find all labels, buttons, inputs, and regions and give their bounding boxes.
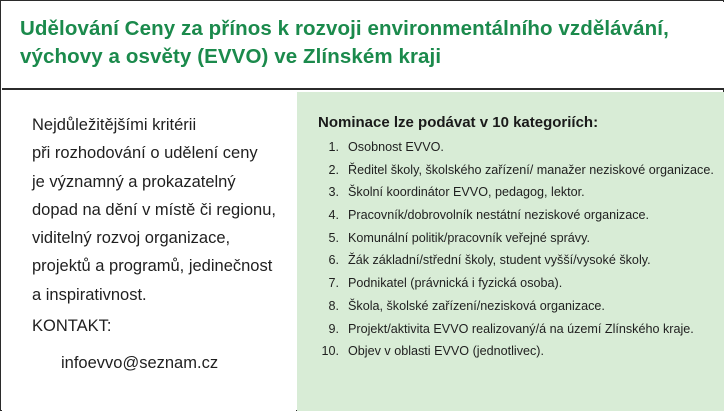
list-item	[315, 229, 720, 248]
item-number: 4.	[328, 208, 339, 223]
item-number: 9.	[328, 321, 339, 336]
item-number: 3.	[328, 185, 339, 200]
item-number: 10.	[321, 344, 339, 359]
list-item	[315, 138, 720, 157]
criteria-line: Nejdůležitějšími kritérii	[32, 116, 197, 134]
item-number: 6.	[328, 253, 339, 268]
item-text: Ředitel školy, školského zařízení/ manažer neziskové organizace.	[348, 162, 714, 177]
item-number: 2.	[328, 162, 339, 177]
list-item	[315, 274, 720, 293]
list-item	[315, 206, 720, 225]
nominations-list	[315, 138, 720, 365]
item-text: Komunální politik/pracovník veřejné správy.	[348, 230, 590, 245]
item-number: 7.	[328, 276, 339, 291]
header	[2, 2, 724, 90]
contact-email-link[interactable]: infoevvo@seznam.cz	[61, 354, 219, 372]
criteria-line: a inspirativnost.	[32, 285, 147, 304]
item-text: Objev v oblasti EVVO (jednotlivec).	[348, 344, 544, 359]
item-number: 1.	[328, 140, 339, 154]
item-text: Podnikatel (právnická i fyzická osoba).	[348, 276, 563, 291]
criteria-text	[32, 111, 292, 309]
item-text: Pracovník/dobrovolník nestátní neziskové organizace.	[348, 208, 650, 223]
criteria-line: při rozhodování o udělení ceny	[32, 144, 258, 163]
title-line-2: výchovy a osvěty (EVVO) ve Zlínském kraji	[20, 45, 442, 68]
title-line-1: Udělování Ceny za přínos k rozvoji environmentálního vzdělávání,	[20, 17, 669, 40]
item-number: 8.	[328, 298, 339, 313]
item-number: 5.	[328, 230, 339, 245]
item-text: Škola, školské zařízení/nezisková organizace.	[348, 298, 605, 313]
criteria-panel	[2, 92, 296, 411]
item-text: Školní koordinátor EVVO, pedagog, lektor.	[348, 185, 585, 200]
item-text: Osobnost EVVO.	[348, 140, 444, 154]
nominations-panel	[297, 92, 724, 411]
list-item	[315, 183, 720, 202]
item-text: Projekt/aktivita EVVO realizovaný/á na území Zlínského kraje.	[348, 321, 694, 336]
contact-label: KONTAKT:	[32, 317, 112, 335]
criteria-line: projektů a programů, jedinečnost	[32, 257, 273, 276]
nominations-title: Nominace lze podávat v 10 kategoriích:	[318, 114, 599, 131]
page-title	[20, 15, 710, 71]
list-item	[315, 320, 720, 339]
list-item	[315, 297, 720, 316]
list-item	[315, 251, 720, 270]
criteria-line: je významný a prokazatelný	[32, 172, 236, 191]
list-item	[315, 161, 720, 180]
list-item	[315, 342, 720, 361]
criteria-line: dopad na dění v místě či regionu,	[32, 200, 276, 219]
criteria-line: viditelný rozvoj organizace,	[32, 229, 231, 248]
item-text: Žák základní/střední školy, student vyšší/vysoké školy.	[348, 253, 651, 268]
